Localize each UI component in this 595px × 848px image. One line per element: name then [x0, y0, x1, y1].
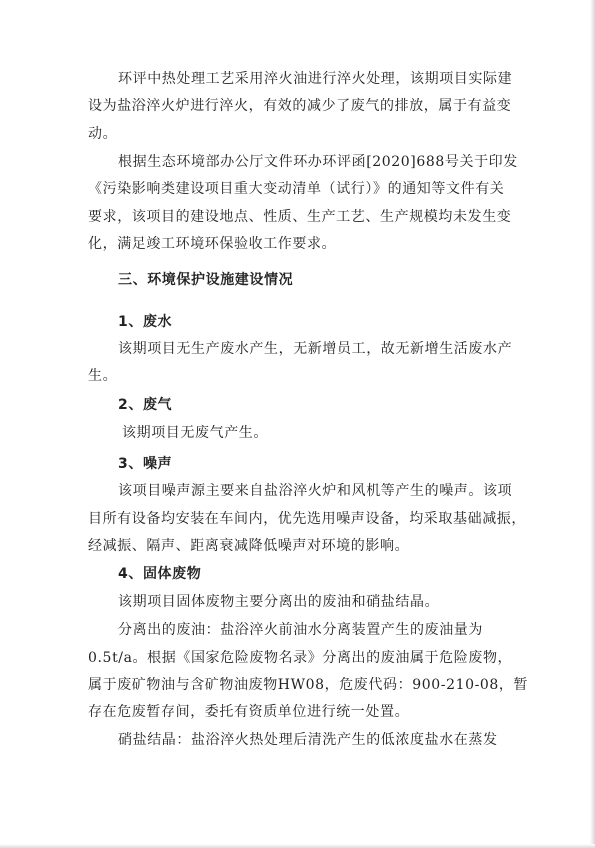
paragraph-line: 根据生态环境部办公厅文件环办环评函[2020]688号关于印发 [118, 154, 518, 170]
subheading-wastewater: 1、废水 [118, 314, 173, 330]
page-edge-shadow [590, 0, 595, 848]
paragraph-line: 该期项目无生产废水产生，无新增员工，故无新增生活废水产 [118, 341, 513, 357]
page-bottom-shadow [0, 844, 595, 848]
paragraph-line: 属于废矿物油与含矿物油废物HW08，危废代码：900-210-08，暂 [88, 677, 529, 693]
paragraph-line: 经减振、隔声、距离衰减降低噪声对环境的影响。 [88, 538, 410, 554]
paragraph-line: 设为盐浴淬火炉进行淬火，有效的减少了废气的排放，属于有益变 [88, 98, 512, 114]
paragraph-line: 该期项目固体废物主要分离出的废油和硝盐结晶。 [118, 594, 440, 610]
paragraph-line: 《污染影响类建设项目重大变动清单（试行）》的通知等文件有关 [88, 181, 505, 197]
paragraph-line: 该项目噪声源主要来自盐浴淬火炉和风机等产生的噪声。该项 [118, 483, 513, 499]
subheading-solid-waste: 4、固体废物 [118, 566, 202, 582]
paragraph-line: 化，满足竣工环境环保验收工作要求。 [88, 236, 337, 252]
paragraph-line: 硝盐结晶：盐浴淬火热处理后清洗产生的低浓度盐水在蒸发 [118, 732, 498, 748]
paragraph-line: 该期项目无废气产生。 [122, 425, 268, 441]
paragraph-line: 0.5t/a。根据《国家危险废物名录》分离出的废油属于危险废物， [88, 650, 513, 666]
subheading-exhaust-gas: 2、废气 [118, 397, 173, 413]
paragraph-line: 要求，该项目的建设地点、性质、生产工艺、生产规模均未发生变 [88, 209, 512, 225]
paragraph-line: 生。 [88, 368, 118, 384]
paragraph-line: 目所有设备均安装在车间内，优先选用噪声设备，均采取基础减振， [88, 511, 526, 527]
paragraph-line: 环评中热处理工艺采用淬火油进行淬火处理，该期项目实际建 [118, 71, 513, 87]
paragraph-line: 存在危废暂存间，委托有资质单位进行统一处置。 [88, 704, 410, 720]
subheading-noise: 3、噪声 [118, 456, 173, 472]
paragraph-line: 分离出的废油：盐浴淬火前油水分离装置产生的废油量为 [118, 622, 483, 638]
section-heading: 三、环境保护设施建设情况 [118, 272, 294, 288]
paragraph-line: 动。 [88, 126, 118, 142]
